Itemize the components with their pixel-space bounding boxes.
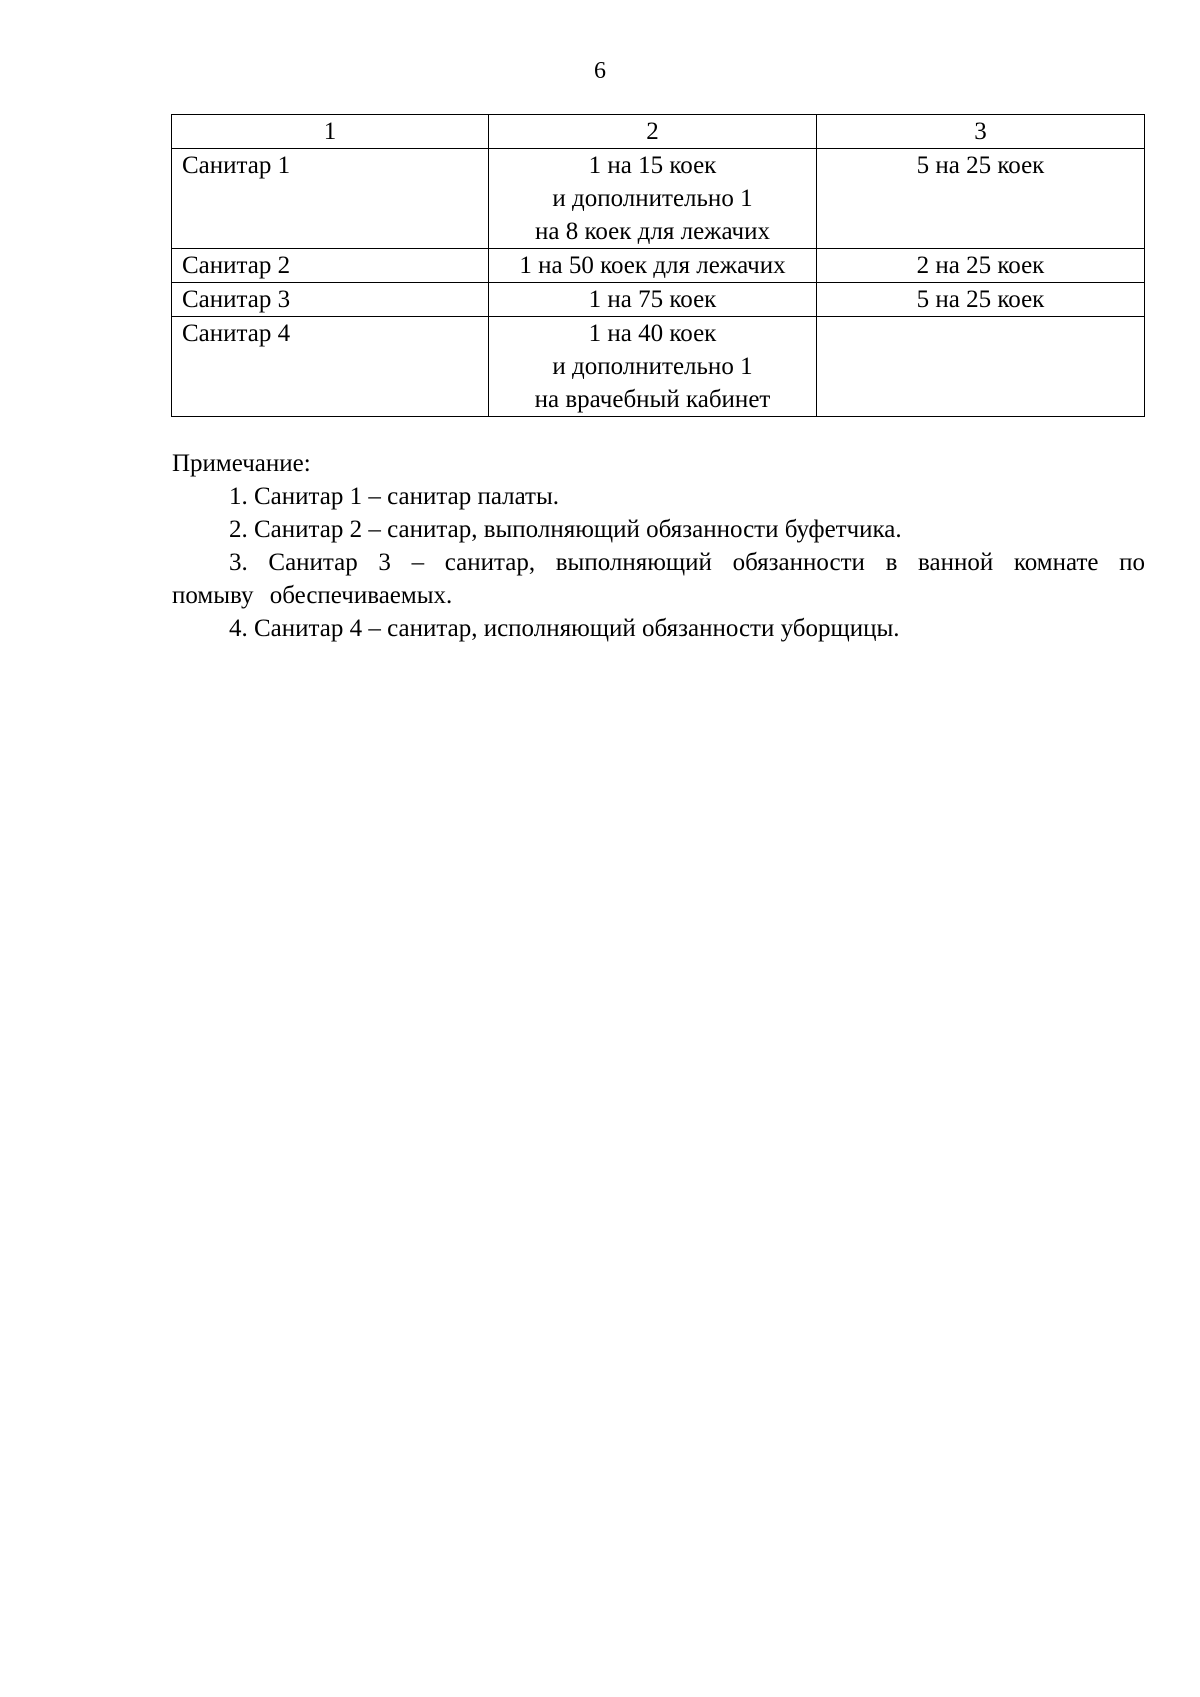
table-cell-norm-alt xyxy=(817,283,1145,317)
cell-line: 1 на 40 коек xyxy=(588,320,717,347)
table-cell-norm-alt xyxy=(817,249,1145,283)
table-header-row xyxy=(172,115,1145,149)
cell-line: на 8 коек для лежачих xyxy=(535,218,770,245)
notes-title: Примечание: xyxy=(172,450,311,477)
table-row xyxy=(172,249,1145,283)
cell-line: 5 на 25 коек xyxy=(916,286,1045,313)
cell-line: 2 на 25 коек xyxy=(916,252,1045,279)
page-number: 6 xyxy=(594,58,606,84)
note-item: 4. Санитар 4 – санитар, исполняющий обязанности уборщицы. xyxy=(229,615,900,642)
table-row xyxy=(172,283,1145,317)
table-header-cell: 1 xyxy=(172,115,489,149)
note-item: 2. Санитар 2 – санитар, выполняющий обязанности буфетчика. xyxy=(229,516,902,543)
table-cell-role: Санитар 1 xyxy=(172,149,489,249)
note-item: 1. Санитар 1 – санитар палаты. xyxy=(229,483,560,510)
table-cell-norm-alt xyxy=(817,149,1145,249)
cell-line: на врачебный кабинет xyxy=(534,386,771,413)
table-cell-role: Санитар 4 xyxy=(172,317,489,417)
cell-line: и дополнительно 1 xyxy=(552,185,753,212)
notes-section xyxy=(172,447,1145,645)
table-cell-norm xyxy=(489,249,817,283)
cell-line: 5 на 25 коек xyxy=(916,152,1045,179)
table-cell-norm-alt xyxy=(817,317,1145,417)
table-row xyxy=(172,317,1145,417)
table-header-cell: 2 xyxy=(489,115,817,149)
table-cell-norm xyxy=(489,283,817,317)
cell-line: 1 на 50 коек для лежачих xyxy=(519,252,786,279)
table-cell-norm xyxy=(489,317,817,417)
cell-line: 1 на 15 коек xyxy=(588,152,717,179)
cell-line: и дополнительно 1 xyxy=(552,353,753,380)
table-header-cell: 3 xyxy=(817,115,1145,149)
table-cell-role: Санитар 2 xyxy=(172,249,489,283)
staffing-table xyxy=(171,114,1145,417)
table-cell-role: Санитар 3 xyxy=(172,283,489,317)
table-cell-norm xyxy=(489,149,817,249)
table-row xyxy=(172,149,1145,249)
note-item: 3. Санитар 3 – санитар, выполняющий обязанности в ванной комнате по помыву обеспечиваемых. xyxy=(172,549,1145,609)
cell-line: 1 на 75 коек xyxy=(588,286,717,313)
